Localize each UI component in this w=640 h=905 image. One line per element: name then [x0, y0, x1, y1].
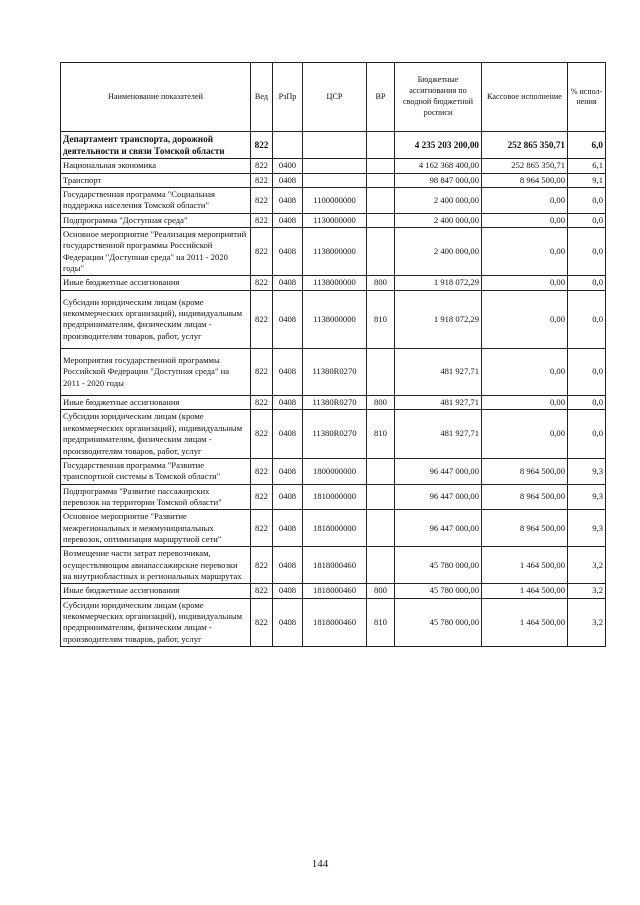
cell-name: Основное мероприятие "Реализация мероприятий государственной программы Российской Федерации "Доступная среда" на 2011 - 2020 годы" — [61, 228, 251, 276]
cell-budget: 1 918 072,29 — [395, 276, 482, 290]
cell-pct: 9,3 — [568, 458, 606, 484]
cell-rzpr: 0408 — [273, 213, 303, 227]
cell-pct: 9,3 — [568, 510, 606, 547]
table-header — [61, 63, 606, 132]
cell-csr: 1818000000 — [303, 510, 367, 547]
cell-budget: 96 447 000,00 — [395, 484, 482, 510]
cell-rzpr: 0408 — [273, 547, 303, 584]
cell-cash: 252 865 350,71 — [482, 159, 568, 173]
cell-name: Государственная программа "Развитие транспортной системы в Томской области" — [61, 458, 251, 484]
cell-vr — [367, 173, 395, 187]
cell-ved: 822 — [251, 484, 273, 510]
cell-budget: 2 400 000,00 — [395, 228, 482, 276]
cell-budget: 96 447 000,00 — [395, 510, 482, 547]
cell-pct: 0,0 — [568, 213, 606, 227]
cell-vr — [367, 213, 395, 227]
cell-rzpr: 0408 — [273, 349, 303, 396]
table-row — [61, 458, 606, 484]
cell-vr — [367, 547, 395, 584]
cell-vr — [367, 228, 395, 276]
cell-csr: 1818000460 — [303, 584, 367, 598]
cell-budget: 481 927,71 — [395, 349, 482, 396]
cell-budget: 45 780 000,00 — [395, 547, 482, 584]
cell-vr: 810 — [367, 410, 395, 458]
cell-cash: 0,00 — [482, 396, 568, 410]
cell-cash: 1 464 500,00 — [482, 584, 568, 598]
table-row — [61, 349, 606, 396]
cell-rzpr: 0408 — [273, 276, 303, 290]
cell-budget: 2 400 000,00 — [395, 187, 482, 213]
cell-name: Иные бюджетные ассигнования — [61, 584, 251, 598]
cell-cash: 8 964 500,00 — [482, 484, 568, 510]
cell-pct: 0,0 — [568, 396, 606, 410]
cell-csr: 11380R0270 — [303, 396, 367, 410]
table-row — [61, 547, 606, 584]
cell-vr: 800 — [367, 584, 395, 598]
cell-name: Национальная экономика — [61, 159, 251, 173]
table-row — [61, 276, 606, 290]
cell-pct: 0,0 — [568, 228, 606, 276]
cell-name: Субсидии юридическим лицам (кроме некоммерческих организаций), индивидуальным предпринимателям, физическим лицам - производителям товаров, работ, услуг — [61, 598, 251, 646]
cell-budget: 4 162 368 400,00 — [395, 159, 482, 173]
cell-ved: 822 — [251, 173, 273, 187]
cell-vr: 810 — [367, 290, 395, 348]
cell-pct: 0,0 — [568, 187, 606, 213]
cell-cash: 1 464 500,00 — [482, 598, 568, 646]
cell-name: Транспорт — [61, 173, 251, 187]
cell-budget: 2 400 000,00 — [395, 213, 482, 227]
cell-cash: 0,00 — [482, 228, 568, 276]
cell-ved: 822 — [251, 159, 273, 173]
header-csr: ЦСР — [303, 63, 367, 132]
table-row — [61, 132, 606, 159]
cell-ved: 822 — [251, 213, 273, 227]
header-budget: Бюджетные ассигнования по сводной бюджетной росписи — [395, 63, 482, 132]
cell-cash: 0,00 — [482, 187, 568, 213]
table-row — [61, 584, 606, 598]
cell-ved: 822 — [251, 584, 273, 598]
cell-vr — [367, 510, 395, 547]
cell-rzpr: 0408 — [273, 484, 303, 510]
cell-ved: 822 — [251, 547, 273, 584]
table-row — [61, 228, 606, 276]
cell-rzpr: 0408 — [273, 598, 303, 646]
cell-budget: 1 918 072,29 — [395, 290, 482, 348]
cell-rzpr: 0408 — [273, 510, 303, 547]
cell-rzpr: 0408 — [273, 410, 303, 458]
cell-pct: 6,1 — [568, 159, 606, 173]
cell-budget: 96 447 000,00 — [395, 458, 482, 484]
cell-ved: 822 — [251, 290, 273, 348]
cell-csr — [303, 132, 367, 159]
cell-ved: 822 — [251, 276, 273, 290]
cell-rzpr: 0408 — [273, 228, 303, 276]
cell-vr — [367, 349, 395, 396]
cell-name: Субсидии юридическим лицам (кроме некоммерческих организаций), индивидуальным предпринимателям, физическим лицам - производителям товаров, работ, услуг — [61, 290, 251, 348]
cell-vr: 810 — [367, 598, 395, 646]
cell-cash: 0,00 — [482, 290, 568, 348]
cell-vr — [367, 484, 395, 510]
table-row — [61, 410, 606, 458]
cell-csr: 11380R0270 — [303, 410, 367, 458]
cell-pct: 3,2 — [568, 584, 606, 598]
cell-rzpr: 0408 — [273, 584, 303, 598]
cell-vr — [367, 159, 395, 173]
cell-name: Иные бюджетные ассигнования — [61, 276, 251, 290]
cell-rzpr: 0408 — [273, 290, 303, 348]
cell-name: Субсидии юридическим лицам (кроме некоммерческих организаций), индивидуальным предпринимателям, физическим лицам - производителям товаров, работ, услуг — [61, 410, 251, 458]
cell-name: Основное мероприятие "Развитие межрегиональных и межмуниципальных перевозок, оптимизация маршрутной сети" — [61, 510, 251, 547]
table-body — [61, 132, 606, 647]
cell-vr: 800 — [367, 276, 395, 290]
cell-vr — [367, 187, 395, 213]
table-row — [61, 213, 606, 227]
cell-name: Возмещение части затрат перевозчикам, осуществляющим авиапассажирские перевозки на внутриобластных и региональных маршрутах — [61, 547, 251, 584]
cell-csr: 1138000000 — [303, 290, 367, 348]
cell-cash: 0,00 — [482, 410, 568, 458]
header-cash: Кассовое исполнение — [482, 63, 568, 132]
cell-name: Мероприятия государственной программы Российской Федерации "Доступная среда" на 2011 - 2020 годы — [61, 349, 251, 396]
cell-pct: 0,0 — [568, 276, 606, 290]
cell-name: Департамент транспорта, дорожной деятельности и связи Томской области — [61, 132, 251, 159]
cell-pct: 0,0 — [568, 410, 606, 458]
cell-rzpr: 0408 — [273, 396, 303, 410]
cell-ved: 822 — [251, 132, 273, 159]
cell-budget: 45 780 000,00 — [395, 584, 482, 598]
cell-name: Подпрограмма "Доступная среда" — [61, 213, 251, 227]
cell-budget: 481 927,71 — [395, 396, 482, 410]
cell-budget: 98 847 000,00 — [395, 173, 482, 187]
cell-csr: 11380R0270 — [303, 349, 367, 396]
cell-csr: 1138000000 — [303, 276, 367, 290]
cell-vr — [367, 458, 395, 484]
cell-budget: 4 235 203 200,00 — [395, 132, 482, 159]
cell-name: Иные бюджетные ассигнования — [61, 396, 251, 410]
cell-rzpr: 0408 — [273, 187, 303, 213]
cell-rzpr — [273, 132, 303, 159]
header-name: Наименование показателей — [61, 63, 251, 132]
cell-ved: 822 — [251, 349, 273, 396]
cell-vr: 800 — [367, 396, 395, 410]
cell-ved: 822 — [251, 598, 273, 646]
cell-pct: 3,2 — [568, 547, 606, 584]
cell-cash: 8 964 500,00 — [482, 458, 568, 484]
page-number: 144 — [311, 858, 329, 870]
cell-cash: 252 865 350,71 — [482, 132, 568, 159]
cell-rzpr: 0400 — [273, 159, 303, 173]
cell-ved: 822 — [251, 458, 273, 484]
cell-cash: 0,00 — [482, 349, 568, 396]
table-row — [61, 484, 606, 510]
header-ved: Вед — [251, 63, 273, 132]
cell-ved: 822 — [251, 410, 273, 458]
cell-pct: 0,0 — [568, 290, 606, 348]
cell-csr — [303, 173, 367, 187]
cell-cash: 0,00 — [482, 213, 568, 227]
table-row — [61, 290, 606, 348]
table-row — [61, 510, 606, 547]
cell-ved: 822 — [251, 228, 273, 276]
cell-vr — [367, 132, 395, 159]
cell-rzpr: 0408 — [273, 458, 303, 484]
cell-name: Государственная программа "Социальная поддержка населения Томской области" — [61, 187, 251, 213]
header-vr: ВР — [367, 63, 395, 132]
cell-pct: 9,1 — [568, 173, 606, 187]
cell-csr: 1130000000 — [303, 213, 367, 227]
cell-cash: 8 964 500,00 — [482, 173, 568, 187]
cell-pct: 6,0 — [568, 132, 606, 159]
cell-cash: 1 464 500,00 — [482, 547, 568, 584]
cell-rzpr: 0408 — [273, 173, 303, 187]
cell-ved: 822 — [251, 510, 273, 547]
cell-csr: 1818000460 — [303, 547, 367, 584]
table-row — [61, 598, 606, 646]
table-row — [61, 396, 606, 410]
header-pct: % испол-нения — [568, 63, 606, 132]
cell-csr: 1100000000 — [303, 187, 367, 213]
cell-ved: 822 — [251, 187, 273, 213]
cell-pct: 3,2 — [568, 598, 606, 646]
cell-cash: 0,00 — [482, 276, 568, 290]
cell-csr: 1138000000 — [303, 228, 367, 276]
cell-csr: 1810000000 — [303, 484, 367, 510]
cell-ved: 822 — [251, 396, 273, 410]
cell-csr: 1800000000 — [303, 458, 367, 484]
cell-name: Подпрограмма "Развитие пассажирских перевозок на территории Томской области" — [61, 484, 251, 510]
cell-pct: 9,3 — [568, 484, 606, 510]
cell-budget: 481 927,71 — [395, 410, 482, 458]
table-row — [61, 187, 606, 213]
cell-csr — [303, 159, 367, 173]
cell-csr: 1818000460 — [303, 598, 367, 646]
cell-pct: 0,0 — [568, 349, 606, 396]
cell-budget: 45 780 000,00 — [395, 598, 482, 646]
table-row — [61, 159, 606, 173]
table-row — [61, 173, 606, 187]
cell-cash: 8 964 500,00 — [482, 510, 568, 547]
header-rzpr: РзПр — [273, 63, 303, 132]
budget-table — [60, 62, 606, 647]
